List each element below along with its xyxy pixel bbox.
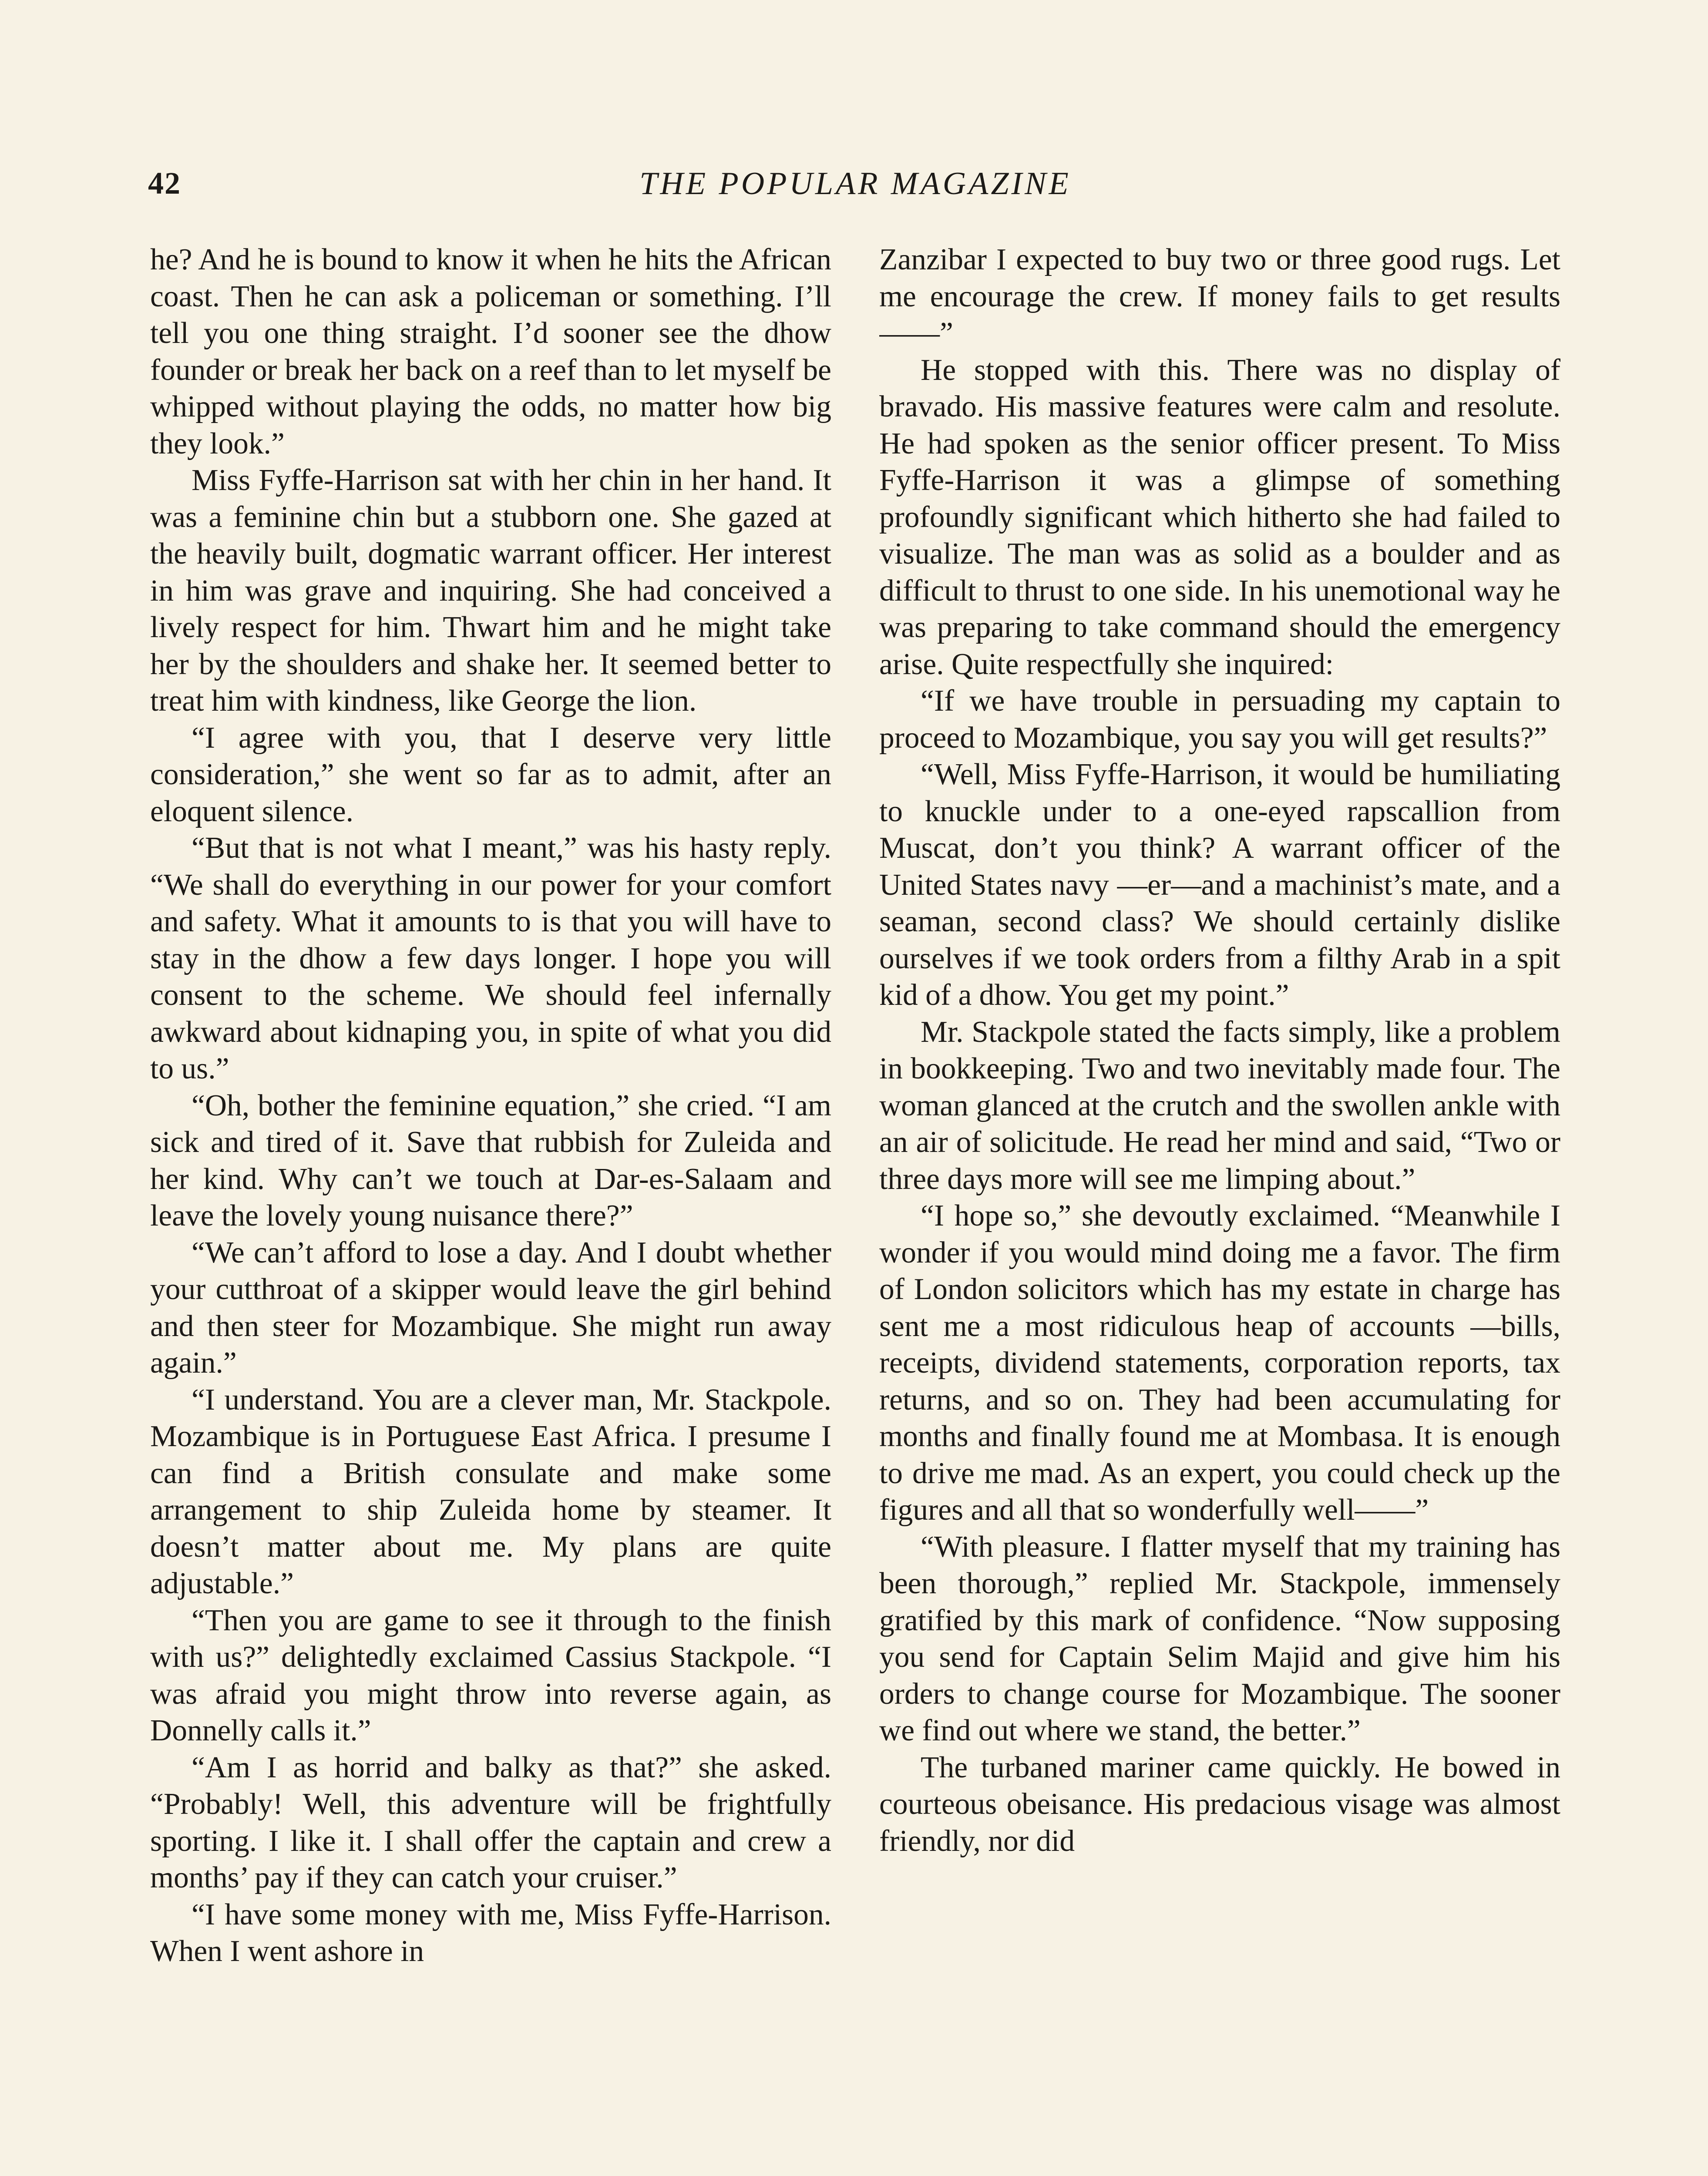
left-column bbox=[150, 242, 831, 2176]
paragraph: “I have some money with me, Miss Fyffe-Harrison. When I went ashore in bbox=[150, 1897, 831, 1968]
right-column bbox=[879, 242, 1560, 2176]
paragraph: Zanzibar I expected to buy two or three good rugs. Let me encourage the crew. If money fails to get results——” bbox=[879, 243, 1560, 350]
paragraph: “We can’t afford to lose a day. And I doubt whether your cutthroat of a skipper would leave the girl behind and then steer for Mozambique. She might run away again.” bbox=[150, 1236, 831, 1380]
page-number: 42 bbox=[148, 166, 181, 201]
paragraph: Mr. Stackpole stated the facts simply, like a problem in bookkeeping. Two and two inevitably made four. The woman glanced at the crutch and the swollen ankle with an air of solicitude. He read her mind and said, “Two or three days more will see me limping about.” bbox=[879, 1015, 1560, 1196]
paragraph: “With pleasure. I flatter myself that my training has been thorough,” replied Mr. Stackpole, immensely gratified by this mark of confidence. “Now supposing you send for Captain Selim Majid and give him his orders to change course for Mozambique. The sooner we find out where we stand, the better.” bbox=[879, 1530, 1560, 1747]
paragraph: Miss Fyffe-Harrison sat with her chin in her hand. It was a feminine chin but a stubborn one. She gazed at the heavily built, dogmatic warrant officer. Her interest in him was grave and inquiring. She had conceived a lively respect for him. Thwart him and he might take her by the shoulders and shake her. It seemed better to treat him with kindness, like George the lion. bbox=[150, 463, 831, 718]
paragraph: “I agree with you, that I deserve very little consideration,” she went so far as to admit, after an eloquent silence. bbox=[150, 721, 831, 828]
paragraph: “I hope so,” she devoutly exclaimed. “Meanwhile I wonder if you would mind doing me a favor. The firm of London solicitors which has my estate in charge has sent me a most ridiculous heap of accounts —bills, receipts, dividend statements, corporation reports, tax returns, and so on. They had been accumulating for months and finally found me at Mombasa. It is enough to drive me mad. As an expert, you could check up the figures and all that so wonderfully well——” bbox=[879, 1199, 1560, 1527]
paragraph: The turbaned mariner came quickly. He bowed in courteous obeisance. His predacious visage was almost friendly, nor did bbox=[879, 1750, 1560, 1858]
article-body bbox=[150, 242, 1560, 2176]
paragraph: “If we have trouble in persuading my captain to proceed to Mozambique, you say you will get results?” bbox=[879, 684, 1560, 755]
magazine-title: THE POPULAR MAGAZINE bbox=[639, 166, 1071, 201]
paragraph: he? And he is bound to know it when he hits the African coast. Then he can ask a policeman or something. I’ll tell you one thing straight. I’d sooner see the dhow founder or break her back on a reef than to let myself be whipped without playing the odds, no matter how big they look.” bbox=[150, 243, 831, 460]
page-header bbox=[144, 161, 1567, 222]
paragraph: “I understand. You are a clever man, Mr. Stackpole. Mozambique is in Portuguese East Africa. I presume I can find a British consulate and make some arrangement to ship Zuleida home by steamer. It doesn’t matter about me. My plans are quite adjustable.” bbox=[150, 1383, 831, 1600]
paragraph: “Then you are game to see it through to the finish with us?” delightedly exclaimed Cassius Stackpole. “I was afraid you might throw into reverse again, as Donnelly calls it.” bbox=[150, 1603, 831, 1747]
paragraph: He stopped with this. There was no display of bravado. His massive features were calm and resolute. He had spoken as the senior officer present. To Miss Fyffe-Harrison it was a glimpse of something profoundly significant which hitherto she had failed to visualize. The man was as solid as a boulder and as difficult to thrust to one side. In his unemotional way he was preparing to take command should the emergency arise. Quite respectfully she inquired: bbox=[879, 353, 1560, 681]
paragraph: “Am I as horrid and balky as that?” she asked. “Probably! Well, this adventure will be frightfully sporting. I like it. I shall offer the captain and crew a months’ pay if they can catch your cruiser.” bbox=[150, 1750, 831, 1894]
paragraph: “Well, Miss Fyffe-Harrison, it would be humiliating to knuckle under to a one-eyed rapscallion from Muscat, don’t you think? A warrant officer of the United States navy —er—and a machinist’s mate, and a seaman, second class? We should certainly dislike ourselves if we took orders from a filthy Arab in a spit kid of a dhow. You get my point.” bbox=[879, 758, 1560, 1012]
paragraph: “But that is not what I meant,” was his hasty reply. “We shall do everything in our power for your comfort and safety. What it amounts to is that you will have to stay in the dhow a few days longer. I hope you will consent to the scheme. We should feel infernally awkward about kidnaping you, in spite of what you did to us.” bbox=[150, 831, 831, 1085]
paragraph: “Oh, bother the feminine equation,” she cried. “I am sick and tired of it. Save that rubbish for Zuleida and her kind. Why can’t we touch at Dar-es-Salaam and leave the lovely young nuisance there?” bbox=[150, 1088, 831, 1232]
